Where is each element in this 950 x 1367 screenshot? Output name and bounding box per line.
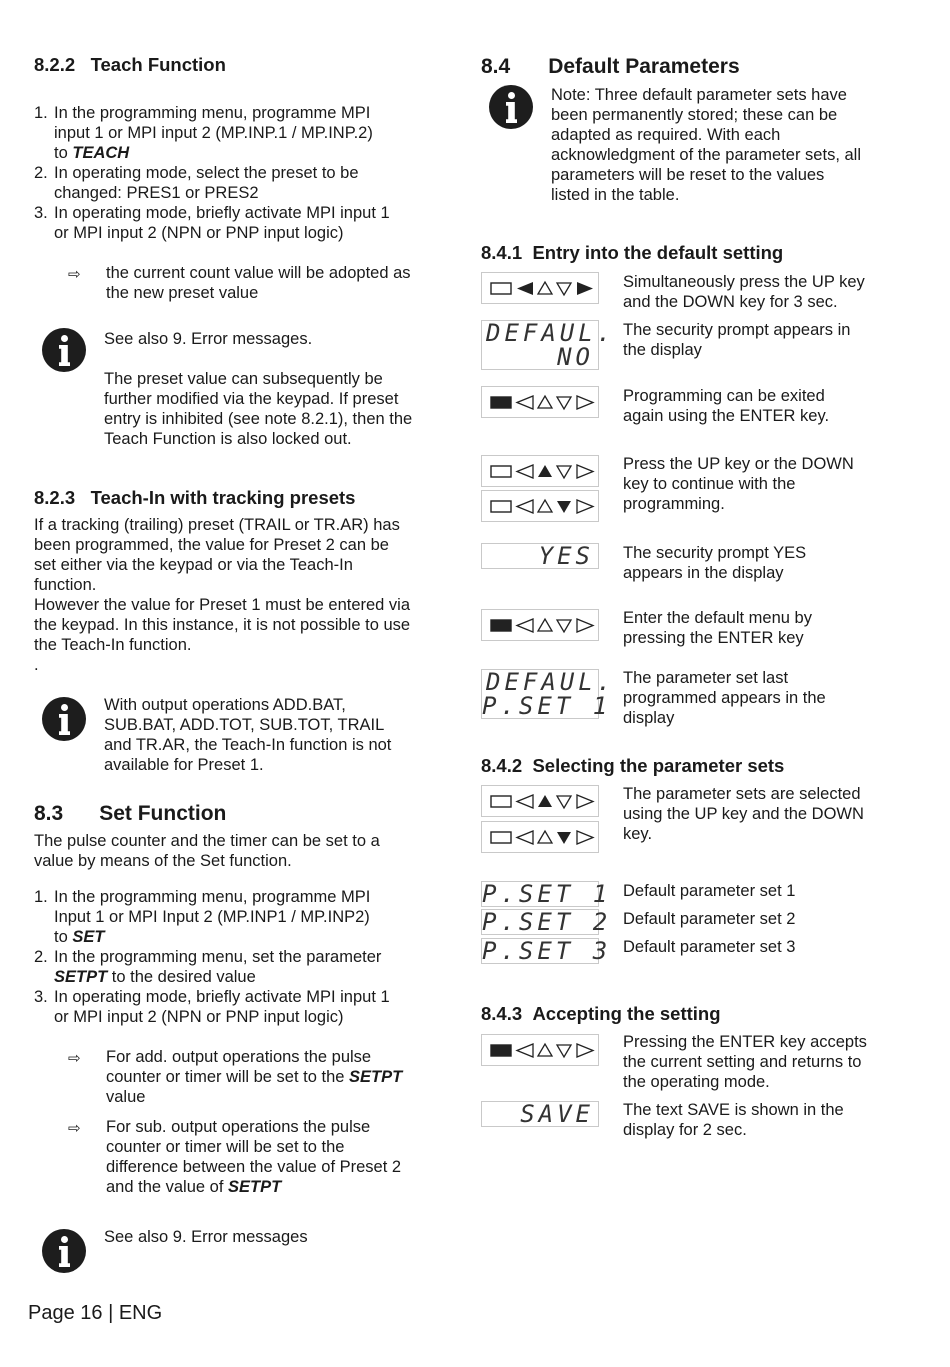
- section-number: 8.3: [34, 802, 64, 825]
- list-item: 1. In the programming menu, programme MPI input 1 or MPI input 2 (MP.INP.1 / MP.INP.2) to TEACH: [34, 104, 373, 162]
- enter-key-icon: [491, 466, 511, 477]
- heading-8-4-1: [481, 242, 783, 264]
- up-key-icon: [538, 1044, 552, 1056]
- list-item: 3. In operating mode, briefly activate MPI input 1 or MPI input 2 (NPN or PNP input logic): [34, 204, 390, 242]
- up-key-icon: [538, 795, 552, 807]
- step-continue: Press the UP key or the DOWN key to continue with the programming.: [623, 455, 854, 513]
- section-title: Teach-In with tracking presets: [90, 487, 356, 508]
- section-number: 8.2.3: [34, 487, 76, 508]
- up-key-icon: [538, 831, 552, 843]
- section-title: Accepting the setting: [532, 1003, 721, 1024]
- up-key-icon: [538, 500, 552, 512]
- set-steps: [34, 887, 454, 1027]
- left-key-icon: [517, 1044, 533, 1057]
- left-key-icon: [517, 396, 533, 409]
- lcd-display-default-pset: DEFAUL. P.SET 1: [482, 668, 616, 720]
- right-key-icon: [577, 795, 593, 808]
- set-result-add: For add. output operations the pulse counter or timer will be set to the SETPT value: [106, 1048, 403, 1106]
- parameter-set-label: Default parameter set 2: [623, 910, 796, 928]
- left-key-icon: [517, 282, 533, 295]
- up-key-icon: [538, 619, 552, 631]
- info-icon: [42, 697, 86, 741]
- parameter-set-label: Default parameter set 3: [623, 938, 796, 956]
- list-item: 3. In operating mode, briefly activate MPI input 1 or MPI input 2 (NPN or PNP input logic): [34, 988, 390, 1026]
- down-key-icon: [557, 397, 571, 409]
- parameter-set-label: Default parameter set 1: [623, 882, 796, 900]
- heading-8-3: [34, 802, 226, 826]
- lcd-display-default-no: DEFAUL. NO: [481, 320, 599, 370]
- right-key-icon: [577, 619, 593, 632]
- keypad-down-pressed: [481, 490, 599, 522]
- keypad-enter-pressed: [481, 1034, 599, 1066]
- default-note: Note: Three default parameter sets have been permanently stored; these can be adapted as required. With each acknowledgment of the parameter sets, all parameters will be reset to the values listed in the table.: [551, 86, 861, 204]
- step-exit-enter: Programming can be exited again using the ENTER key.: [623, 387, 830, 425]
- enter-key-icon: [491, 397, 511, 408]
- lcd-display-pset-1: P.SET 1: [482, 880, 612, 908]
- page-footer: Page 16 | ENG: [28, 1302, 163, 1324]
- step-security-prompt: The security prompt appears in the display: [623, 321, 851, 359]
- heading-8-4-2: [481, 755, 784, 777]
- lcd-display-pset-2: P.SET 2: [482, 908, 612, 936]
- down-key-icon: [557, 620, 571, 632]
- left-key-icon: [517, 465, 533, 478]
- arrow-right-icon: ⇨: [68, 266, 81, 283]
- step-select-sets: The parameter sets are selected using the UP key and the DOWN key.: [623, 785, 864, 843]
- list-item: 2. In operating mode, select the preset to be changed: PRES1 or PRES2: [34, 164, 359, 202]
- section-number: 8.4.1: [481, 242, 523, 263]
- left-key-icon: [517, 795, 533, 808]
- right-key-icon: [577, 831, 593, 844]
- enter-key-icon: [491, 832, 511, 843]
- heading-8-4: [481, 55, 740, 79]
- step-yes-prompt: The security prompt YES appears in the display: [623, 544, 807, 582]
- down-key-icon: [557, 283, 571, 295]
- step-press-up-down: Simultaneously press the UP key and the DOWN key for 3 sec.: [623, 273, 865, 311]
- right-key-icon: [577, 500, 593, 513]
- tracking-paragraph: If a tracking (trailing) preset (TRAIL or TR.AR) has been programmed, the value for Preset 2 can be set either via the keypad or via the Teach-In function. However the value for Preset 1 must be entered via the keypad. In this instance, it is not possible to use the Teach-In function. .: [34, 516, 411, 674]
- enter-key-icon: [491, 501, 511, 512]
- section-number: 8.4: [481, 55, 511, 78]
- down-key-icon: [557, 1045, 571, 1057]
- step-accept-setting: Pressing the ENTER key accepts the current setting and returns to the operating mode.: [623, 1033, 867, 1091]
- keypad-up-pressed: [481, 785, 599, 817]
- teach-result: the current count value will be adopted as the new preset value: [106, 264, 411, 302]
- enter-key-icon: [491, 620, 511, 631]
- section-number: 8.4.2: [481, 755, 523, 776]
- list-item: 2. In the programming menu, set the parameter SETPT to the desired value: [34, 948, 382, 986]
- down-key-icon: [557, 501, 571, 513]
- section-title: Default Parameters: [548, 55, 740, 78]
- step-save-shown: The text SAVE is shown in the display for 2 sec.: [623, 1101, 844, 1139]
- keypad-down-pressed: [481, 821, 599, 853]
- down-key-icon: [557, 832, 571, 844]
- right-key-icon: [577, 282, 593, 295]
- section-title: Selecting the parameter sets: [532, 755, 785, 776]
- enter-key-icon: [491, 1045, 511, 1056]
- left-key-icon: [517, 619, 533, 632]
- set-info: See also 9. Error messages: [104, 1228, 308, 1246]
- step-last-set: The parameter set last programmed appears in the display: [623, 669, 826, 727]
- enter-key-icon: [491, 796, 511, 807]
- set-result-sub: For sub. output operations the pulse counter or timer will be set to the difference between the value of Preset 2 and the value of SETPT: [106, 1118, 402, 1196]
- keypad-up-down-pressed: [481, 272, 599, 304]
- lcd-display-pset-3: P.SET 3: [482, 937, 612, 965]
- up-key-icon: [538, 282, 552, 294]
- info-icon: [42, 1229, 86, 1273]
- up-key-icon: [538, 465, 552, 477]
- info-icon: [489, 85, 533, 129]
- up-key-icon: [538, 396, 552, 408]
- section-number: 8.4.3: [481, 1003, 523, 1024]
- teach-steps: [34, 103, 454, 243]
- heading-8-4-3: [481, 1003, 721, 1025]
- keypad-up-pressed: [481, 455, 599, 487]
- section-number: 8.2.2: [34, 54, 76, 75]
- arrow-right-icon: ⇨: [68, 1050, 81, 1067]
- enter-key-icon: [491, 283, 511, 294]
- section-title: Teach Function: [90, 54, 226, 75]
- section-title: Set Function: [99, 802, 227, 825]
- tracking-info: With output operations ADD.BAT, SUB.BAT, ADD.TOT, SUB.TOT, TRAIL and TR.AR, the Teach-In function is not available for Preset 1.: [104, 696, 392, 774]
- info-icon: [42, 328, 86, 372]
- arrow-right-icon: ⇨: [68, 1120, 81, 1137]
- left-key-icon: [517, 831, 533, 844]
- list-item: 1. In the programming menu, programme MPI Input 1 or MPI Input 2 (MP.INP1 / MP.INP2) to SET: [34, 888, 371, 946]
- left-key-icon: [517, 500, 533, 513]
- heading-8-2-2: [34, 54, 226, 76]
- heading-8-2-3: [34, 487, 355, 509]
- down-key-icon: [557, 796, 571, 808]
- right-key-icon: [577, 1044, 593, 1057]
- set-paragraph: The pulse counter and the timer can be set to a value by means of the Set function.: [34, 832, 380, 870]
- lcd-display-save: SAVE: [481, 1101, 599, 1127]
- keypad-enter-pressed: [481, 609, 599, 641]
- keypad-enter-pressed: [481, 386, 599, 418]
- section-title: Entry into the default setting: [532, 242, 784, 263]
- right-key-icon: [577, 396, 593, 409]
- step-enter-default-menu: Enter the default menu by pressing the ENTER key: [623, 609, 812, 647]
- teach-info: See also 9. Error messages. The preset value can subsequently be further modified via the keypad. If preset entry is inhibited (see note 8.2.1), then the Teach Function is also locked out.: [104, 330, 413, 448]
- lcd-display-yes: YES: [481, 543, 599, 569]
- right-key-icon: [577, 465, 593, 478]
- down-key-icon: [557, 466, 571, 478]
